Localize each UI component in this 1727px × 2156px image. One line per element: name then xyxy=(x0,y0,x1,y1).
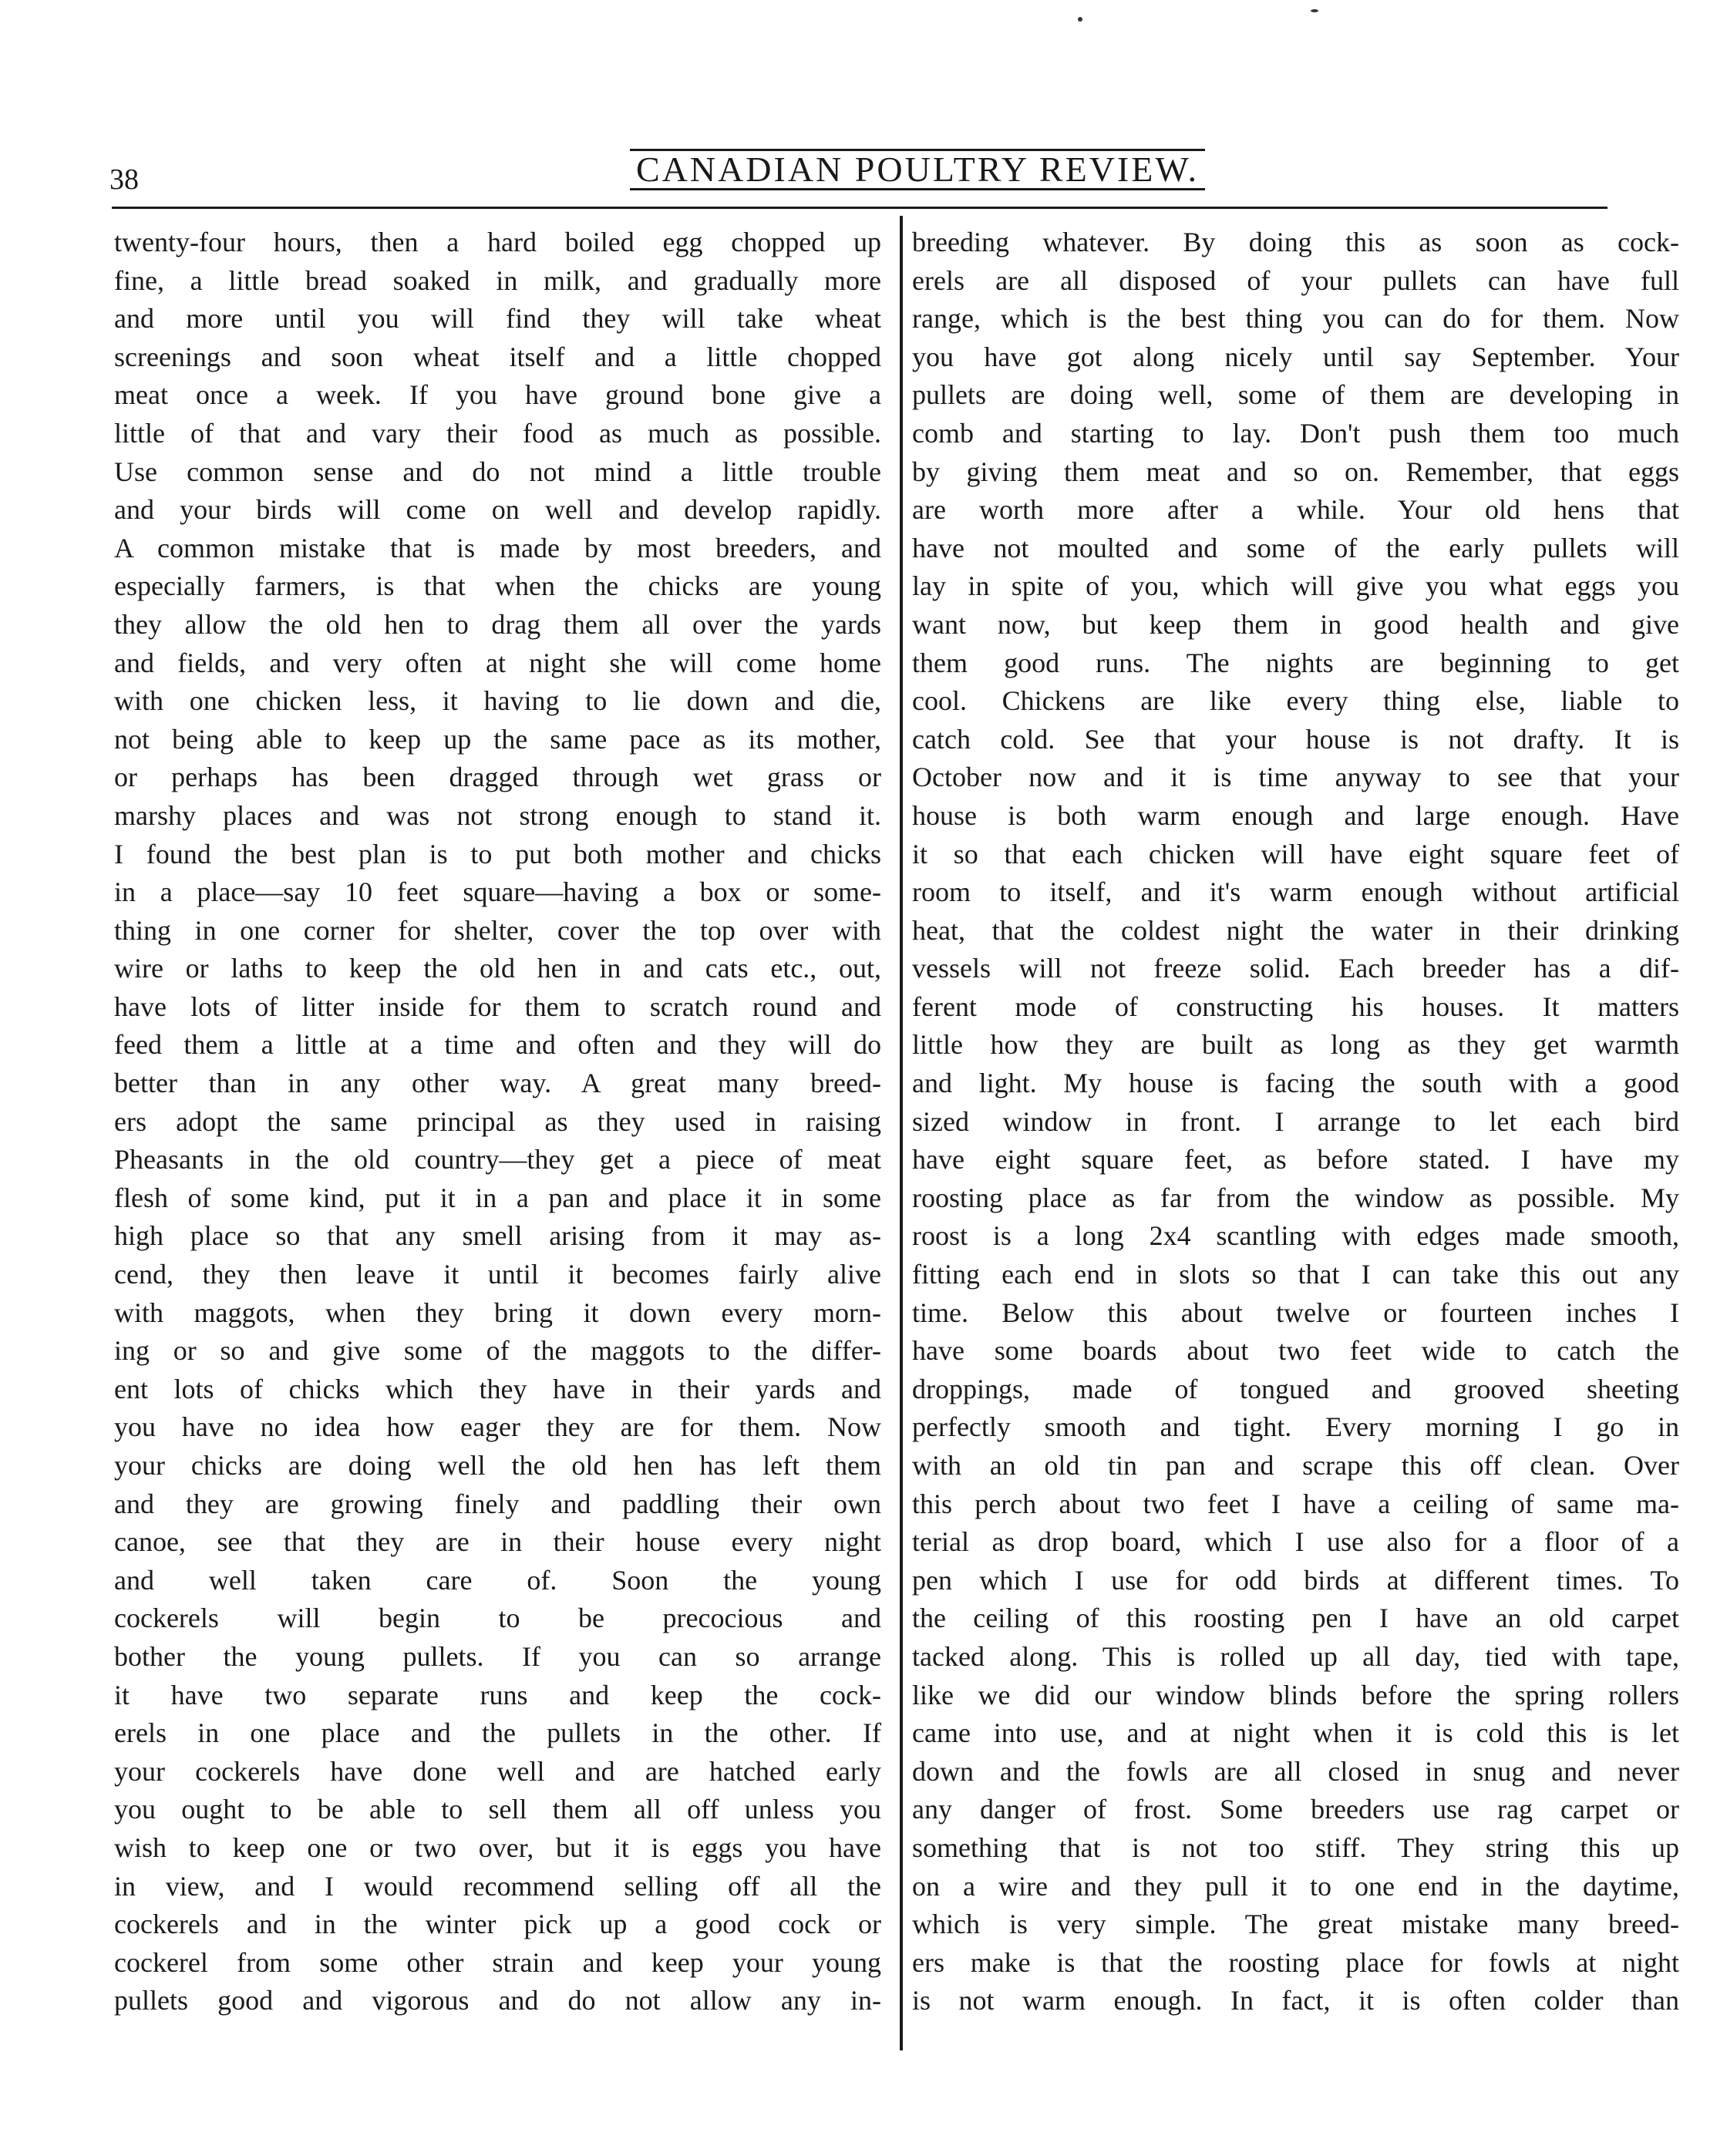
text-line: is not warm enough. In fact, it is often colder than xyxy=(912,1985,1679,2016)
text-line: came into use, and at night when it is cold this is let xyxy=(912,1717,1679,1749)
page-number: 38 xyxy=(109,163,139,196)
right-column xyxy=(912,224,1679,2050)
text-line: better than in any other way. A great many breed- xyxy=(114,1068,881,1099)
text-line: erels in one place and the pullets in the other. If xyxy=(114,1717,881,1749)
text-line: ers make is that the roosting place for fowls at night xyxy=(912,1946,1679,1978)
text-line: heat, that the coldest night the water in their drinking xyxy=(912,914,1679,946)
text-line: I found the best plan is to put both mother and chicks xyxy=(114,838,881,869)
text-line: in view, and I would recommend selling off all the xyxy=(114,1870,881,1902)
text-line: you have got along nicely until say September. Your xyxy=(912,341,1679,372)
text-line: droppings, made of tongued and grooved sheeting xyxy=(912,1373,1679,1404)
text-line: roost is a long 2x4 scantling with edges made smooth, xyxy=(912,1220,1679,1252)
text-line: ers adopt the same principal as they used in raising xyxy=(114,1105,881,1137)
column-divider xyxy=(900,216,903,2050)
text-line: cool. Chickens are like every thing else, liable to xyxy=(912,685,1679,717)
text-line: down and the fowls are all closed in snug and never xyxy=(912,1755,1679,1787)
left-column xyxy=(114,224,881,2050)
text-line: breeding whatever. By doing this as soon as cock- xyxy=(912,227,1679,257)
text-line: ing or so and give some of the maggots to the differ- xyxy=(114,1335,881,1367)
header-rule xyxy=(112,207,1607,209)
text-line: something that is not too stiff. They string this up xyxy=(912,1831,1679,1863)
text-line: and fields, and very often at night she will come home xyxy=(114,647,881,678)
text-line: little of that and vary their food as much as possible. xyxy=(114,417,881,449)
text-line: wire or laths to keep the old hen in and cats etc., out, xyxy=(114,953,881,984)
text-line: this perch about two feet I have a ceiling of same ma- xyxy=(912,1488,1679,1519)
text-line: October now and it is time anyway to see that your xyxy=(912,762,1679,793)
text-line: it have two separate runs and keep the cock- xyxy=(114,1679,881,1710)
text-line: any danger of frost. Some breeders use rag carpet or xyxy=(912,1794,1679,1825)
text-line: screenings and soon wheat itself and a little chopped xyxy=(114,341,881,372)
text-line: your chicks are doing well the old hen has left them xyxy=(114,1450,881,1481)
text-line: Pheasants in the old country—they get a piece of meat xyxy=(114,1144,881,1176)
text-line: you have no idea how eager they are for them. Now xyxy=(114,1411,881,1443)
text-line: marshy places and was not strong enough to stand it. xyxy=(114,799,881,831)
text-line: want now, but keep them in good health and give xyxy=(912,608,1679,640)
text-line: fine, a little bread soaked in milk, and gradually more xyxy=(114,264,881,296)
text-line: fitting each end in slots so that I can take this out any xyxy=(912,1259,1679,1290)
text-line: not being able to keep up the same pace as its mother, xyxy=(114,723,881,755)
text-line: have some boards about two feet wide to catch the xyxy=(912,1335,1679,1367)
text-line: have lots of litter inside for them to scratch round and xyxy=(114,991,881,1022)
text-line: cend, they then leave it until it becomes fairly alive xyxy=(114,1259,881,1290)
print-speck xyxy=(1311,9,1318,12)
text-line: twenty-four hours, then a hard boiled egg chopped up xyxy=(114,227,881,257)
text-line: Use common sense and do not mind a little trouble xyxy=(114,456,881,487)
text-line: cockerel from some other strain and keep your young xyxy=(114,1946,881,1978)
text-line: with maggots, when they bring it down every morn- xyxy=(114,1297,881,1328)
text-line: especially farmers, is that when the chicks are young xyxy=(114,570,881,602)
text-line: the ceiling of this roosting pen I have an old carpet xyxy=(912,1603,1679,1634)
text-line: house is both warm enough and large enough. Have xyxy=(912,799,1679,831)
text-line: and your birds will come on well and develop rapidly. xyxy=(114,494,881,526)
text-line: time. Below this about twelve or fourteen inches I xyxy=(912,1297,1679,1328)
text-line: roosting place as far from the window as possible. My xyxy=(912,1182,1679,1213)
text-line: your cockerels have done well and are hatched early xyxy=(114,1755,881,1787)
text-line: and more until you will find they will take wheat xyxy=(114,303,881,335)
text-line: comb and starting to lay. Don't push them too much xyxy=(912,417,1679,449)
text-line: sized window in front. I arrange to let each bird xyxy=(912,1105,1679,1137)
text-line: are worth more after a while. Your old hens that xyxy=(912,494,1679,526)
text-line: high place so that any smell arising from it may as- xyxy=(114,1220,881,1252)
text-line: vessels will not freeze solid. Each breeder has a dif- xyxy=(912,953,1679,984)
text-line: bother the young pullets. If you can so arrange xyxy=(114,1640,881,1672)
text-line: have not moulted and some of the early pullets will xyxy=(912,532,1679,563)
text-line: pullets good and vigorous and do not allow any in- xyxy=(114,1985,881,2016)
text-line: A common mistake that is made by most breeders, and xyxy=(114,532,881,563)
text-line: little how they are built as long as they get warmth xyxy=(912,1029,1679,1061)
text-line: like we did our window blinds before the spring rollers xyxy=(912,1679,1679,1710)
text-line: and light. My house is facing the south with a good xyxy=(912,1068,1679,1099)
text-line: on a wire and they pull it to one end in the daytime, xyxy=(912,1870,1679,1902)
text-line: ent lots of chicks which they have in their yards and xyxy=(114,1373,881,1404)
text-line: cockerels will begin to be precocious and xyxy=(114,1603,881,1634)
text-line: and they are growing finely and paddling their own xyxy=(114,1488,881,1519)
text-line: ferent mode of constructing his houses. It matters xyxy=(912,991,1679,1022)
text-line: they allow the old hen to drag them all over the yards xyxy=(114,608,881,640)
print-speck xyxy=(1078,17,1082,22)
masthead xyxy=(624,146,1210,193)
text-line: pen which I use for odd birds at different times. To xyxy=(912,1564,1679,1596)
text-line: flesh of some kind, put it in a pan and place it in some xyxy=(114,1182,881,1213)
text-line: perfectly smooth and tight. Every morning I go in xyxy=(912,1411,1679,1443)
text-line: in a place—say 10 feet square—having a box or some- xyxy=(114,876,881,908)
text-line: canoe, see that they are in their house every night xyxy=(114,1526,881,1558)
text-line: meat once a week. If you have ground bone give a xyxy=(114,379,881,411)
text-line: tacked along. This is rolled up all day, tied with tape, xyxy=(912,1640,1679,1672)
text-line: room to itself, and it's warm enough without artificial xyxy=(912,876,1679,908)
masthead-title: CANADIAN POULTRY REVIEW. xyxy=(630,149,1205,190)
text-line: with one chicken less, it having to lie down and die, xyxy=(114,685,881,717)
text-line: them good runs. The nights are beginning to get xyxy=(912,647,1679,678)
text-line: you ought to be able to sell them all off unless you xyxy=(114,1794,881,1825)
text-line: with an old tin pan and scrape this off clean. Over xyxy=(912,1450,1679,1481)
text-line: terial as drop board, which I use also for a floor of a xyxy=(912,1526,1679,1558)
text-line: erels are all disposed of your pullets can have full xyxy=(912,264,1679,296)
text-line: cockerels and in the winter pick up a good cock or xyxy=(114,1909,881,1940)
text-line: catch cold. See that your house is not drafty. It is xyxy=(912,723,1679,755)
text-line: thing in one corner for shelter, cover the top over with xyxy=(114,914,881,946)
text-line: lay in spite of you, which will give you what eggs you xyxy=(912,570,1679,602)
text-line: range, which is the best thing you can do for them. Now xyxy=(912,303,1679,335)
text-line: pullets are doing well, some of them are developing in xyxy=(912,379,1679,411)
text-line: feed them a little at a time and often and they will do xyxy=(114,1029,881,1061)
text-line: which is very simple. The great mistake many breed- xyxy=(912,1909,1679,1940)
text-line: wish to keep one or two over, but it is eggs you have xyxy=(114,1831,881,1863)
text-line: or perhaps has been dragged through wet grass or xyxy=(114,762,881,793)
text-line: by giving them meat and so on. Remember, that eggs xyxy=(912,456,1679,487)
text-line: and well taken care of. Soon the young xyxy=(114,1564,881,1596)
text-line: it so that each chicken will have eight square feet of xyxy=(912,838,1679,869)
text-line: have eight square feet, as before stated. I have my xyxy=(912,1144,1679,1176)
